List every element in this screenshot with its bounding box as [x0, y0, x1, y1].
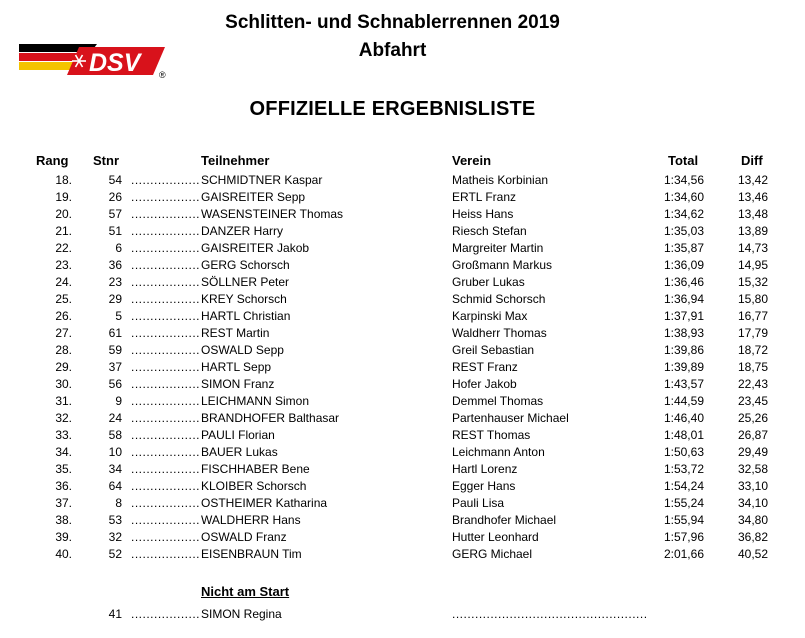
rang-cell: 31. — [55, 394, 72, 408]
total-time-cell: 1:36,09 — [663, 258, 704, 272]
rang-cell: 29. — [55, 360, 72, 374]
table-row — [0, 411, 805, 428]
stnr-cell: 59 — [108, 343, 122, 357]
total-time-cell: 1:39,89 — [663, 360, 704, 374]
dot-leader: .................. — [131, 411, 201, 425]
stnr-cell: 54 — [108, 173, 122, 187]
dot-leader: .................. — [131, 377, 201, 391]
stnr-cell: 56 — [108, 377, 122, 391]
stnr-cell: 53 — [108, 513, 122, 527]
total-time-cell: 1:34,60 — [663, 190, 704, 204]
total-time-cell: 1:35,03 — [663, 224, 704, 238]
rang-cell: 39. — [55, 530, 72, 544]
stnr-cell: 61 — [108, 326, 122, 340]
participant-cell: SIMON Regina — [201, 607, 282, 621]
table-row — [0, 207, 805, 224]
diff-cell: 13,48 — [737, 207, 768, 221]
rang-cell: 30. — [55, 377, 72, 391]
diff-cell: 29,49 — [737, 445, 768, 459]
dot-leader: .................. — [131, 241, 201, 255]
dot-leader: .................. — [131, 360, 201, 374]
diff-cell: 18,75 — [737, 360, 768, 374]
diff-cell: 33,10 — [737, 479, 768, 493]
stnr-cell: 6 — [115, 241, 122, 255]
club-cell: Karpinski Max — [452, 309, 528, 323]
diff-cell: 17,79 — [737, 326, 768, 340]
total-time-cell: 1:34,62 — [663, 207, 704, 221]
diff-cell: 18,72 — [737, 343, 768, 357]
dot-leader: .................. — [131, 309, 201, 323]
column-header-teilnehmer: Teilnehmer — [201, 153, 270, 168]
event-title: Schlitten- und Schnablerrennen 2019 — [225, 12, 560, 33]
stnr-cell: 24 — [108, 411, 122, 425]
table-row — [0, 190, 805, 207]
table-row — [0, 224, 805, 241]
club-cell: Hartl Lorenz — [452, 462, 518, 476]
rang-cell: 23. — [55, 258, 72, 272]
dot-leader: .................. — [131, 275, 201, 289]
dsv-logo — [19, 44, 169, 80]
participant-cell: WASENSTEINER Thomas — [201, 207, 344, 221]
total-time-cell: 1:53,72 — [663, 462, 704, 476]
total-time-cell: 2:01,66 — [663, 547, 704, 561]
club-cell: Demmel Thomas — [452, 394, 544, 408]
participant-cell: EISENBRAUN Tim — [201, 547, 302, 561]
dot-leader: .................. — [131, 428, 201, 442]
column-header-total: Total — [668, 153, 699, 168]
table-row — [0, 292, 805, 309]
stnr-cell: 32 — [108, 530, 122, 544]
club-cell: Brandhofer Michael — [452, 513, 557, 527]
dot-leader: .................. — [131, 190, 201, 204]
participant-cell: DANZER Harry — [201, 224, 284, 238]
diff-cell: 32,58 — [737, 462, 768, 476]
column-header-stnr: Stnr — [93, 153, 119, 168]
club-cell: Waldherr Thomas — [452, 326, 547, 340]
total-time-cell: 1:37,91 — [663, 309, 704, 323]
dot-leader: .................. — [131, 343, 201, 357]
total-time-cell: 1:50,63 — [663, 445, 704, 459]
total-time-cell: 1:34,56 — [663, 173, 704, 187]
table-row — [0, 513, 805, 530]
participant-cell: KLOIBER Schorsch — [201, 479, 307, 493]
diff-cell: 22,43 — [737, 377, 768, 391]
total-time-cell: 1:55,94 — [663, 513, 704, 527]
rang-cell: 36. — [55, 479, 72, 493]
dot-leader: .................. — [131, 513, 201, 527]
table-row — [0, 394, 805, 411]
table-row — [0, 377, 805, 394]
stnr-cell: 29 — [108, 292, 122, 306]
diff-cell: 15,32 — [737, 275, 768, 289]
participant-cell: PAULI Florian — [201, 428, 275, 442]
club-cell: Egger Hans — [452, 479, 516, 493]
stnr-cell: 5 — [115, 309, 122, 323]
rang-cell: 21. — [55, 224, 72, 238]
diff-cell: 34,80 — [737, 513, 768, 527]
dot-leader: .................. — [131, 496, 201, 510]
rang-cell: 24. — [55, 275, 72, 289]
table-row — [0, 479, 805, 496]
table-row — [0, 173, 805, 190]
table-row — [0, 343, 805, 360]
total-time-cell: 1:57,96 — [663, 530, 704, 544]
stnr-cell: 9 — [115, 394, 122, 408]
table-row — [0, 360, 805, 377]
dot-leader: .................. — [131, 547, 201, 561]
rang-cell: 38. — [55, 513, 72, 527]
rang-cell: 35. — [55, 462, 72, 476]
total-time-cell: 1:36,94 — [663, 292, 704, 306]
stnr-cell: 34 — [108, 462, 122, 476]
participant-cell: OSWALD Franz — [201, 530, 287, 544]
stnr-cell: 26 — [108, 190, 122, 204]
diff-cell: 26,87 — [737, 428, 768, 442]
total-time-cell: 1:54,24 — [663, 479, 704, 493]
club-cell: Hofer Jakob — [452, 377, 517, 391]
table-row — [0, 496, 805, 513]
diff-cell: 15,80 — [737, 292, 768, 306]
dot-leader: .................. — [131, 173, 201, 187]
dot-leader: .................. — [131, 258, 201, 272]
stnr-cell: 36 — [108, 258, 122, 272]
table-row — [0, 326, 805, 343]
club-cell: Hutter Leonhard — [452, 530, 539, 544]
results-list-title: OFFIZIELLE ERGEBNISLISTE — [249, 98, 536, 120]
club-cell: Leichmann Anton — [452, 445, 545, 459]
stnr-cell: 57 — [108, 207, 122, 221]
column-header-rang: Rang — [36, 153, 69, 168]
total-time-cell: 1:48,01 — [663, 428, 704, 442]
club-cell: Greil Sebastian — [452, 343, 535, 357]
participant-cell: GAISREITER Jakob — [201, 241, 310, 255]
diff-cell: 23,45 — [737, 394, 768, 408]
dot-leader: .................. — [131, 607, 201, 621]
dot-leader: .................. — [131, 224, 201, 238]
participant-cell: KREY Schorsch — [201, 292, 287, 306]
table-row — [0, 309, 805, 326]
club-cell: REST Franz — [452, 360, 518, 374]
rang-cell: 37. — [55, 496, 72, 510]
participant-cell: SIMON Franz — [201, 377, 275, 391]
club-cell: Schmid Schorsch — [452, 292, 546, 306]
stnr-cell: 8 — [115, 496, 122, 510]
participant-cell: GAISREITER Sepp — [201, 190, 306, 204]
dot-leader: .................. — [131, 207, 201, 221]
rang-cell: 40. — [55, 547, 72, 561]
participant-cell: REST Martin — [201, 326, 270, 340]
diff-cell: 13,46 — [737, 190, 768, 204]
rang-cell: 32. — [55, 411, 72, 425]
total-time-cell: 1:43,57 — [663, 377, 704, 391]
dot-leader: .................. — [131, 479, 201, 493]
club-cell: Matheis Korbinian — [452, 173, 549, 187]
rang-cell: 27. — [55, 326, 72, 340]
rang-cell: 33. — [55, 428, 72, 442]
stnr-cell: 58 — [108, 428, 122, 442]
dot-leader: .................. — [131, 394, 201, 408]
participant-cell: WALDHERR Hans — [201, 513, 301, 527]
participant-cell: SCHMIDTNER Kaspar — [201, 173, 323, 187]
participant-cell: OSWALD Sepp — [201, 343, 284, 357]
participant-cell: HARTL Christian — [201, 309, 291, 323]
diff-cell: 36,82 — [737, 530, 768, 544]
dsv-logo-text: DSV — [89, 49, 141, 77]
club-cell: Heiss Hans — [452, 207, 514, 221]
club-dot-leader: ................................................... — [452, 607, 648, 621]
club-cell: Gruber Lukas — [452, 275, 525, 289]
stnr-cell: 64 — [108, 479, 122, 493]
dot-leader: .................. — [131, 462, 201, 476]
dot-leader: .................. — [131, 292, 201, 306]
total-time-cell: 1:38,93 — [663, 326, 704, 340]
diff-cell: 14,95 — [737, 258, 768, 272]
diff-cell: 13,42 — [737, 173, 768, 187]
event-discipline: Abfahrt — [358, 40, 427, 61]
not-started-row — [0, 607, 805, 624]
table-row — [0, 241, 805, 258]
stnr-cell: 52 — [108, 547, 122, 561]
total-time-cell: 1:55,24 — [663, 496, 704, 510]
table-row — [0, 547, 805, 564]
rang-cell: 19. — [55, 190, 72, 204]
rang-cell: 34. — [55, 445, 72, 459]
table-row — [0, 462, 805, 479]
stnr-cell: 41 — [108, 607, 122, 621]
club-cell: Großmann Markus — [452, 258, 553, 272]
participant-cell: LEICHMANN Simon — [201, 394, 310, 408]
table-row — [0, 258, 805, 275]
rang-cell: 20. — [55, 207, 72, 221]
rang-cell: 26. — [55, 309, 72, 323]
participant-cell: GERG Schorsch — [201, 258, 290, 272]
diff-cell: 16,77 — [737, 309, 768, 323]
club-cell: GERG Michael — [452, 547, 533, 561]
table-row — [0, 275, 805, 292]
stnr-cell: 37 — [108, 360, 122, 374]
diff-cell: 25,26 — [737, 411, 768, 425]
total-time-cell: 1:39,86 — [663, 343, 704, 357]
stnr-cell: 23 — [108, 275, 122, 289]
participant-cell: FISCHHABER Bene — [201, 462, 310, 476]
stnr-cell: 51 — [108, 224, 122, 238]
participant-cell: OSTHEIMER Katharina — [201, 496, 328, 510]
club-cell: ERTL Franz — [452, 190, 517, 204]
not-started-heading: Nicht am Start — [201, 584, 290, 599]
dot-leader: .................. — [131, 530, 201, 544]
rang-cell: 28. — [55, 343, 72, 357]
dot-leader: .................. — [131, 445, 201, 459]
total-time-cell: 1:46,40 — [663, 411, 704, 425]
diff-cell: 14,73 — [737, 241, 768, 255]
participant-cell: SÖLLNER Peter — [201, 275, 290, 289]
total-time-cell: 1:35,87 — [663, 241, 704, 255]
club-cell: Partenhauser Michael — [452, 411, 569, 425]
total-time-cell: 1:36,46 — [663, 275, 704, 289]
club-cell: Margreiter Martin — [452, 241, 544, 255]
table-row — [0, 445, 805, 462]
club-cell: Riesch Stefan — [452, 224, 527, 238]
stnr-cell: 10 — [108, 445, 122, 459]
table-row — [0, 428, 805, 445]
diff-cell: 40,52 — [737, 547, 768, 561]
total-time-cell: 1:44,59 — [663, 394, 704, 408]
club-cell: REST Thomas — [452, 428, 531, 442]
club-cell: Pauli Lisa — [452, 496, 505, 510]
table-row — [0, 530, 805, 547]
column-header-verein: Verein — [452, 153, 492, 168]
rang-cell: 25. — [55, 292, 72, 306]
diff-cell: 34,10 — [737, 496, 768, 510]
rang-cell: 22. — [55, 241, 72, 255]
dot-leader: .................. — [131, 326, 201, 340]
participant-cell: BRANDHOFER Balthasar — [201, 411, 340, 425]
registered-mark: ® — [159, 70, 166, 80]
rang-cell: 18. — [55, 173, 72, 187]
diff-cell: 13,89 — [737, 224, 768, 238]
participant-cell: HARTL Sepp — [201, 360, 272, 374]
column-header-diff: Diff — [741, 153, 763, 168]
participant-cell: BAUER Lukas — [201, 445, 278, 459]
